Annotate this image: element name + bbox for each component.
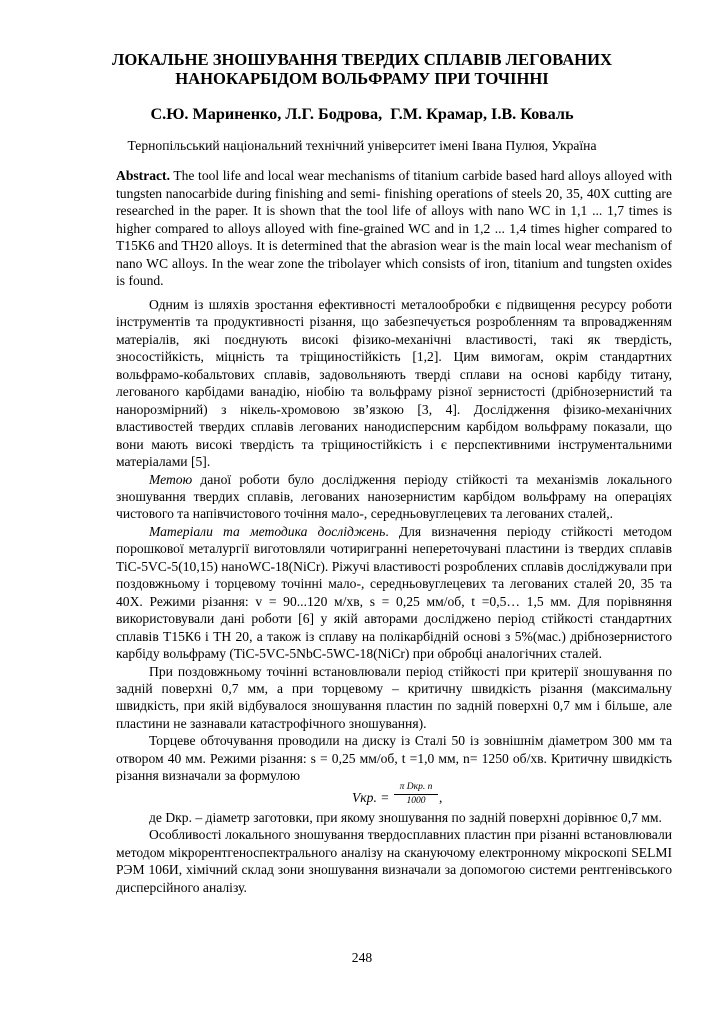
aim-lead: Метою	[149, 471, 193, 487]
title-line-1: ЛОКАЛЬНЕ ЗНОШУВАННЯ ТВЕРДИХ СПЛАВІВ ЛЕГОВАНИХ	[112, 50, 612, 69]
paragraph-methods	[116, 523, 672, 663]
body-text	[116, 296, 672, 896]
affiliation: Тернопільський національний технічний університет імені Івана Пулюя, Україна	[127, 138, 597, 153]
formula-denominator: 1000	[406, 795, 426, 806]
paragraph-aim	[116, 471, 672, 523]
paragraph-definition: де Dкр. – діаметр заготовки, при якому зношування по задній поверхні дорівнює 0,7 мм.	[149, 809, 662, 825]
authors: С.Ю. Мариненко, Л.Г. Бодрова, Г.М. Крамар, І.В. Коваль	[150, 105, 574, 123]
paragraph-intro: Одним із шляхів зростання ефективності металообробки є підвищення ресурсу роботи інструментів та продуктивності різання, що забезпечується розробленням та впровадженням матеріалів, які поєднують високі фізико-механічні властивості, такі як твердість, зносостійкість, міцність та тріщиностійкість [1,2]. Цим вимогам, окрім стандартних вольфрамо-кобальтових сплавів, задовольняють тверді сплави на основі карбіду титану, легованого карбідами ванадію, ніобію та вольфраму різної зернистості (дрібнозернистий та нанорозмірний) з нікель-хромовою зв’язкою [3, 4]. Дослідження фізико-механічних властивостей твердих сплавів легованих нанодисперсним карбідом вольфраму показали, що вони мають високі твердість та тріщиностійкість і є перспективними інструментальними матеріалами [5].	[116, 297, 672, 470]
paragraph-facing: Торцеве обточування проводили на диску із Сталі 50 із зовнішнім діаметром 300 мм та отвором 40 мм. Режими різання: s = 0,25 мм/об, t =1,0 мм, n= 1250 об/хв. Критичну швидкість різання визначали за формулою	[116, 733, 672, 784]
aim-text: даної роботи було дослідження періоду стійкості та механізмів локального зношування твердих сплавів, легованих нанозернистим карбідом вольфраму на операціях чистового та напівчистового точіння мало-, середньовуглецевих та легованих сталей,.	[116, 471, 672, 522]
methods-text: . Для визначення періоду стійкості методом порошкової металургії виготовляли чотиригранні непереточувані пластини із твердих сплавів TiC-5VC-5(10,15) наноWC-18(NiCr). Ріжучі властивості розроблених сплавів досліджували при поздовжньому і торцевому точінні мало-, середньовуглецевих та легованих сталей 20, 35 та 40Х. Режими різання: v = 90...120 м/хв, s = 0,25 мм/об, t =0,5… 1,5 мм. Для порівняння використовували дані роботи [6] у якій авторами досліджено період стійкості стандартних сплавів Т15К6 і ТН 20, а також із сплаву на полікарбідній основі з 5%(мас.) дрібнозернистого карбіду вольфраму (TiC-5VC-5NbC-5WC-18(NiCr) при обробці аналогічних сталей.	[116, 523, 672, 662]
paragraph-longitudinal: При поздовжньому точінні встановлювали період стійкості при критерії зношування по задній поверхні 0,7 мм, а при торцевому – критичну швидкість різання (максимальну швидкість, при якій відбувалося зношування пластин по задній поверхні 0,7 мм і більше, але пластини не зазнавали катастрофічного зношування).	[116, 663, 672, 731]
paragraph-analysis: Особливості локального зношування твердосплавних пластин при різанні встановлювали методом мікрорентгеноспектрального аналізу на скануючому електронному мікроскопі SELMI РЭМ 106И, хімічний склад зони зношування визначали за допомогою системи рентгенівського дисперсійного аналізу.	[116, 827, 672, 895]
title-line-2: НАНОКАРБІДОМ ВОЛЬФРАМУ ПРИ ТОЧІННІ	[175, 69, 549, 88]
abstract	[116, 167, 672, 290]
abstract-label: Abstract.	[116, 168, 170, 183]
page-number: 248	[351, 950, 373, 965]
abstract-text: The tool life and local wear mechanisms of titanium carbide based hard alloys alloyed with tungsten nanocarbide during finishing and semi- finishing operations of steels 20, 35, 40X cutting are researched in the paper. It is shown that the tool life of alloys with nano WC in 1,1 ... 1,7 times is higher compared to alloys alloyed with fine-grained WC and in 1,2 ... 1,4 times higher compared to T15K6 and TH20 alloys. It is determined that the abrasion wear is the main local wear mechanism of nano WC alloys. In the wear zone the tribolayer which consists of iron, titanium and tungsten oxides is found.	[116, 168, 672, 288]
paper-title	[60, 50, 664, 88]
methods-lead: Матеріали та методика досліджень	[149, 523, 386, 539]
formula-fraction	[394, 782, 438, 807]
formula-comma: ,	[439, 789, 443, 805]
formula-numerator: π Dкр. n	[394, 782, 438, 795]
formula-lhs: Vкр. =	[352, 789, 390, 805]
formula	[116, 781, 672, 809]
